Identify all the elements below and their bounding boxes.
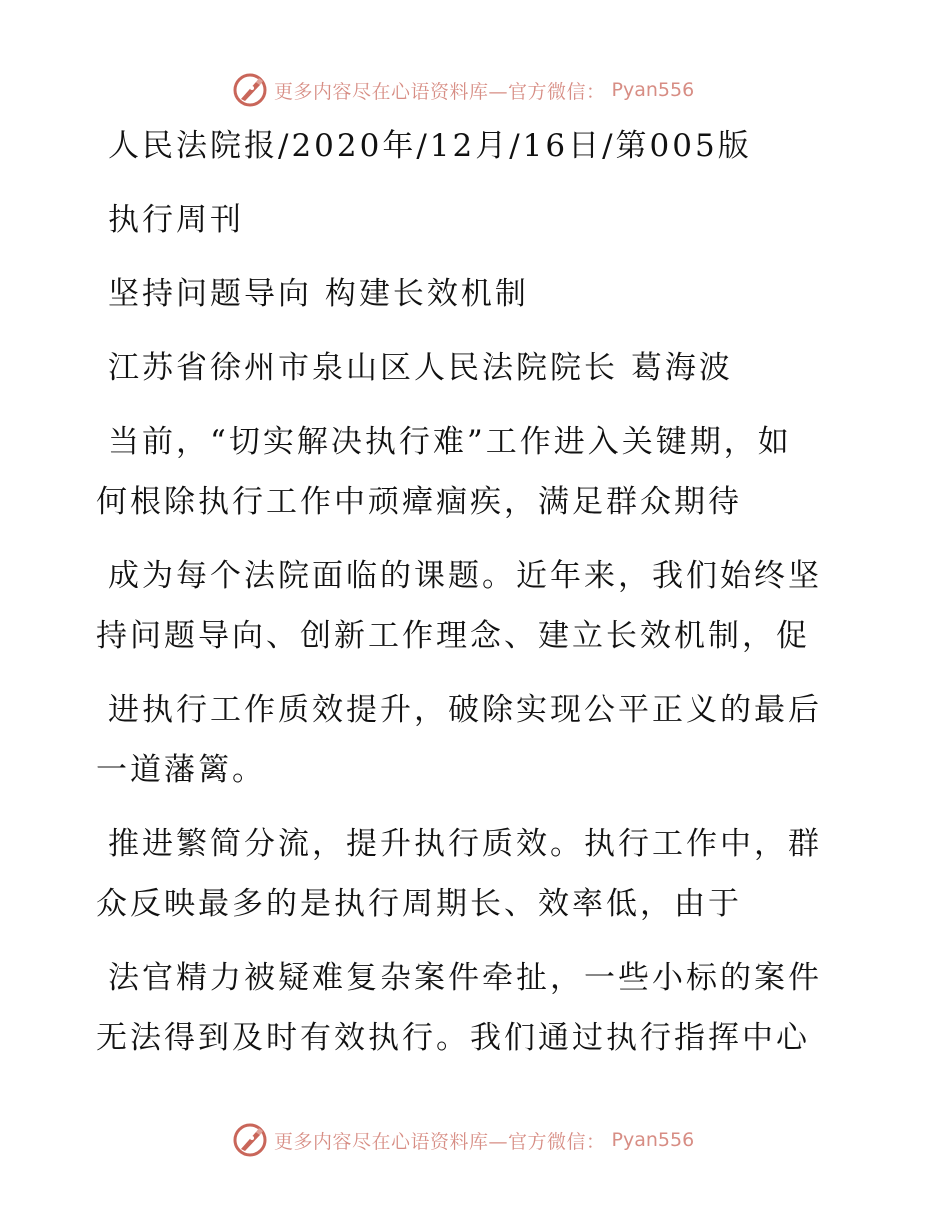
pen-in-circle-icon [232, 1122, 268, 1158]
watermark-text: 更多内容尽在心语资料库—官方微信： [274, 1130, 606, 1153]
article-column: 执行周刊 [108, 202, 244, 238]
watermark-header [232, 70, 694, 110]
watermark-text: 更多内容尽在心语资料库—官方微信： [274, 80, 606, 103]
paragraph-line: 何根除执行工作中顽瘴痼疾，满足群众期待 [96, 484, 742, 520]
paragraph-line: 持问题导向、创新工作理念、建立长效机制，促 [96, 618, 810, 654]
watermark-account: Pyan556 [611, 1129, 695, 1151]
paragraph-line: 成为每个法院面临的课题。近年来，我们始终坚 [108, 558, 822, 594]
paragraph-line: 法官精力被疑难复杂案件牵扯，一些小标的案件 [108, 960, 822, 996]
paragraph-line: 当前，“切实解决执行难”工作进入关键期，如 [108, 424, 792, 460]
paragraph-line: 进执行工作质效提升，破除实现公平正义的最后 [108, 692, 822, 728]
article-source: 人民法院报/2020年/12月/16日/第005版 [108, 128, 752, 164]
paragraph-line: 无法得到及时有效执行。我们通过执行指挥中心 [96, 1020, 810, 1056]
watermark-footer [232, 1120, 694, 1160]
paragraph-line: 一道藩篱。 [96, 752, 266, 788]
paragraph-line: 推进繁简分流，提升执行质效。执行工作中，群 [108, 826, 822, 862]
article-author: 江苏省徐州市泉山区人民法院院长 葛海波 [108, 350, 733, 386]
paragraph-line: 众反映最多的是执行周期长、效率低，由于 [96, 886, 742, 922]
pen-in-circle-icon [232, 72, 268, 108]
watermark-account: Pyan556 [611, 79, 695, 101]
article-title: 坚持问题导向 构建长效机制 [108, 276, 529, 312]
